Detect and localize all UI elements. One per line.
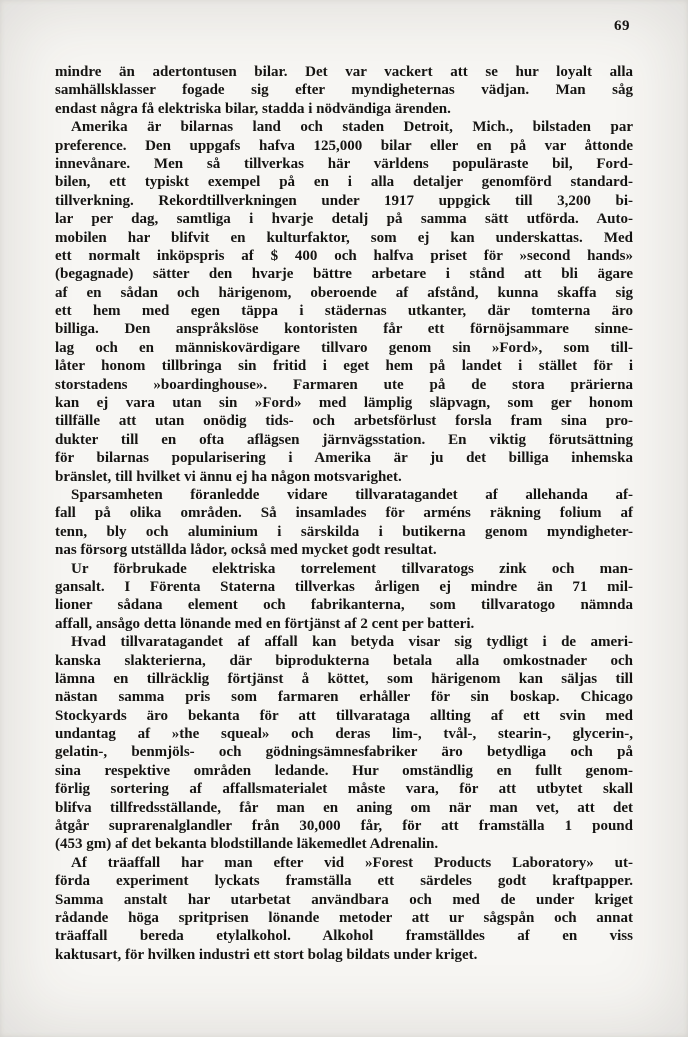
text-line: lag och en människovärdigare tillvaro genom sin »Ford», som till- <box>55 339 633 356</box>
text-line: affall, ansågo detta lönande med en förtjänst af 2 cent per batteri. <box>55 615 475 632</box>
text-line: innevånare. Men så tillverkas här världens populäraste bil, Ford- <box>55 155 633 172</box>
page-number: 69 <box>614 18 630 34</box>
text-line: Hvad tillvaratagandet af affall kan betyda visar sig tydligt i de ameri- <box>71 634 633 651</box>
text-line: endast några få elektriska bilar, stadda i nödvändiga ärenden. <box>55 100 451 117</box>
text-line: bilen, ett typiskt exempel på en i alla detaljer genomförd standard- <box>55 174 633 191</box>
text-line: ett hem med egen täppa i städernas utkanter, där tomterna äro <box>55 303 633 320</box>
text-line: sina respektive områden ledande. Hur omständlig en fullt genom- <box>55 762 633 779</box>
text-line: mindre än adertontusen bilar. Det var vackert att se hur loyalt alla <box>55 64 633 80</box>
text-line: blifva tillfredsställande, får man en aning om när man vet, att det <box>55 799 633 816</box>
text-line: kan ej vara utan sin »Ford» med lämplig släpvagn, som ger honom <box>55 395 633 412</box>
text-line: undantag af »the squeal» och deras lim-, tvål-, stearin-, glycerin-, <box>55 726 633 743</box>
text-line: (453 gm) af det bekanta blodstillande läkemedlet Adrenalin. <box>55 836 439 853</box>
text-line: förlig sortering af affallsmaterialet måste vara, för att utbytet skall <box>55 781 633 798</box>
text-line: lar per dag, samtliga i hvarje detalj på samma sätt utförda. Auto- <box>55 211 633 228</box>
text-line: Samma anstalt har utarbetat användbara och med de under kriget <box>55 891 633 908</box>
text-line: nas försorg utställda lådor, också med mycket godt resultat. <box>55 542 437 559</box>
text-line: åtgår suprarenalglandler från 30,000 får, för att framställa 1 pound <box>55 818 633 835</box>
text-line: för bilarnas popularisering i Amerika är ju det billiga inhemska <box>55 450 633 467</box>
text-line: mobilen har blifvit en kulturfaktor, som ej kan underskattas. Med <box>55 229 633 246</box>
text-line: dukter till en ofta aflägsen järnvägsstation. En viktig förutsättning <box>55 431 633 448</box>
text-line: billiga. Den anspråkslöse kontoristen får ett förnöjsammare sinne- <box>55 321 633 338</box>
text-line: gansalt. I Förenta Staterna tillverkas årligen ej mindre än 71 mil- <box>55 578 633 595</box>
text-line: preference. Den uppgafs hafva 125,000 bilar eller en på var åttonde <box>55 137 633 154</box>
text-line: gelatin-, benmjöls- och gödningsämnesfabriker äro betydliga och på <box>55 744 633 761</box>
text-line: kaktusart, för hvilken industri ett stort bolag bildats under kriget. <box>55 946 478 963</box>
text-line: bränslet, till hvilket vi ännu ej ha någon motsvarighet. <box>55 468 402 485</box>
text-line: Stockyards äro bekanta för att tillvarataga allting af ett svin med <box>55 707 633 724</box>
text-line: ett normalt inköpspris af $ 400 och halfva priset för »second hands» <box>55 247 633 264</box>
text-line: lioner sådana element och fabrikanterna, som tillvaratogo nämnda <box>55 597 633 614</box>
text-line: rådande höga spritprisen lönande metoder att ur sågspån och annat <box>55 909 633 926</box>
text-line: träaffall bereda etylalkohol. Alkohol framställdes af en viss <box>55 928 633 945</box>
page-text <box>55 63 633 964</box>
text-line: fall på olika områden. Så insamlades för arméns räkning folium af <box>55 505 633 522</box>
text-line: Amerika är bilarnas land och staden Detroit, Mich., bilstaden par <box>71 119 633 136</box>
text-line: tillfälle att utan onödig tids- och arbetsförlust forsla fram sina pro- <box>55 413 633 430</box>
text-line: Sparsamheten föranledde vidare tillvaratagandet af allehanda af- <box>71 486 633 503</box>
text-line: tillverkning. Rekordtillverkningen under 1917 uppgick till 3,200 bi- <box>55 192 633 209</box>
text-line: af en sådan och härigenom, oberoende af afstånd, kunna skaffa sig <box>55 284 633 301</box>
text-line: låter honom tillbringa sin fritid i eget hem på landet i stället för i <box>55 358 633 375</box>
text-line: tenn, bly och aluminium i särskilda i butikerna genom myndigheter- <box>55 523 633 540</box>
text-line: förda experiment lyckats framställa ett särdeles godt kraftpapper. <box>55 873 633 890</box>
text-line: nästan samma pris som farmaren erhåller för sin boskap. Chicago <box>55 689 633 706</box>
text-line: kanska slakterierna, där biprodukterna betala alla omkostnader och <box>55 652 633 669</box>
text-line: Ur förbrukade elektriska torrelement tillvaratogs zink och man- <box>71 560 633 577</box>
text-line: storstadens »boardinghouse». Farmaren ute på de stora prärierna <box>55 376 633 393</box>
text-line: Af träaffall har man efter vid »Forest Products Laboratory» ut- <box>71 854 633 871</box>
text-line: (begagnade) sätter den hvarje bättre arbetare i stånd att bli ägare <box>55 266 633 283</box>
text-line: samhällsklasser fogade sig efter myndigheternas vädjan. Man såg <box>55 82 633 99</box>
text-line: lämna en tillräcklig förtjänst å köttet, som härigenom kan säljas till <box>55 670 633 687</box>
